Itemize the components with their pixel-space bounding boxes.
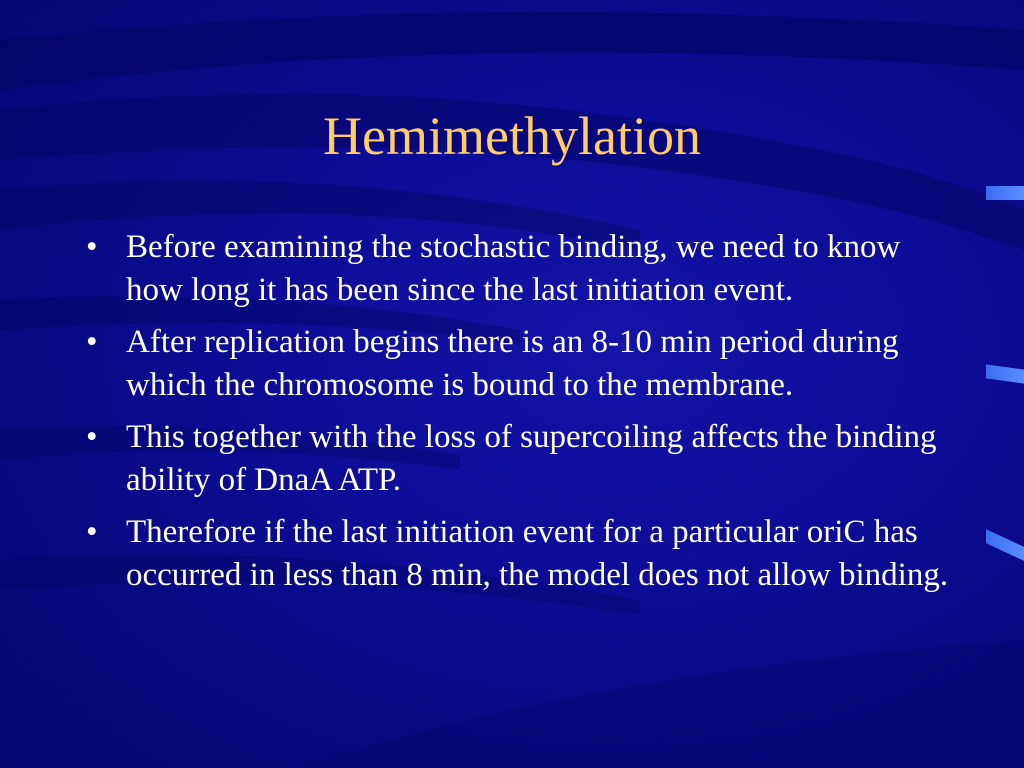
bullet-item [86, 511, 956, 597]
bullet-text: Before examining the stochastic binding, we need to know how long it has been since the last initiation event. [126, 229, 901, 308]
bullet-text: Therefore if the last initiation event for a particular oriC has occurred in less than 8 min, the model does not allow binding. [126, 514, 949, 593]
bullet-icon: • [86, 419, 98, 455]
bullet-item [86, 321, 956, 407]
bullet-text: After replication begins there is an 8-10 min period during which the chromosome is bound to the membrane. [126, 324, 899, 403]
bullet-item [86, 226, 956, 312]
accent-bar-bottom [986, 529, 1024, 561]
bullet-list [86, 226, 956, 606]
accent-bar-middle [986, 364, 1024, 383]
bullet-text: This together with the loss of supercoiling affects the binding ability of DnaA ATP. [126, 419, 937, 498]
slide-title: Hemimethylation [323, 106, 701, 166]
bullet-icon: • [86, 324, 98, 360]
accent-bar-top [986, 186, 1024, 200]
bullet-item [86, 416, 956, 502]
bullet-icon: • [86, 229, 98, 265]
bullet-icon: • [86, 514, 98, 550]
